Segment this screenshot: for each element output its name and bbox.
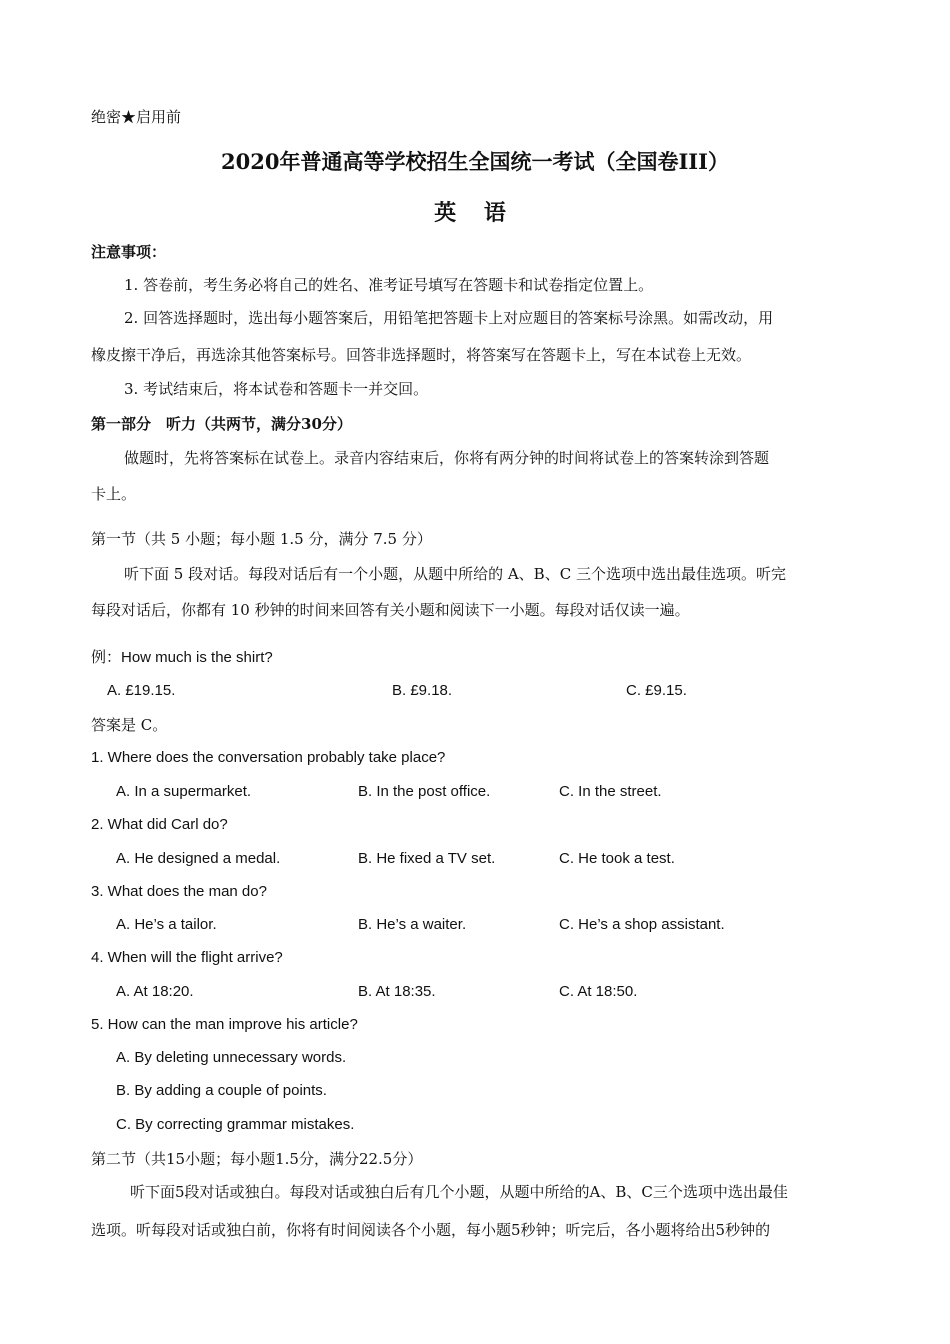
section2-instruction-line-2: 选项。听每段对话或独白前，你将有时间阅读各个小题，每小题5秒钟；听完后，各小题将给出5秒钟的 bbox=[91, 1221, 771, 1239]
section2-instruction-line-1: 听下面5段对话或独白。每段对话或独白后有几个小题，从题中所给的A、B、C三个选项中选出最佳 bbox=[130, 1183, 788, 1201]
question-1-option-b: B. In the post office. bbox=[358, 783, 491, 800]
question-2-text: 2. What did Carl do? bbox=[91, 816, 228, 833]
part1-instruction-line-2: 卡上。 bbox=[91, 485, 137, 503]
example-question: 例：How much is the shirt? bbox=[91, 649, 273, 666]
question-4-option-b: B. At 18:35. bbox=[358, 983, 436, 1000]
question-5-option-c: C. By correcting grammar mistakes. bbox=[116, 1116, 355, 1133]
question-3-text: 3. What does the man do? bbox=[91, 883, 267, 900]
question-1-text: 1. Where does the conversation probably take place? bbox=[91, 749, 446, 766]
question-4-text: 4. When will the flight arrive? bbox=[91, 949, 283, 966]
question-2-option-c: C. He took a test. bbox=[559, 850, 675, 867]
question-3-option-a: A. He’s a tailor. bbox=[116, 916, 217, 933]
question-2-option-a: A. He designed a medal. bbox=[116, 850, 281, 867]
section1-instruction-line-1: 听下面 5 段对话。每段对话后有一个小题，从题中所给的 A、B、C 三个选项中选出最佳选项。听完 bbox=[124, 565, 786, 583]
question-5-text: 5. How can the man improve his article? bbox=[91, 1016, 358, 1033]
section1-heading: 第一节（共 5 小题；每小题 1.5 分，满分 7.5 分） bbox=[91, 530, 432, 548]
confidential-label: 绝密★启用前 bbox=[91, 108, 182, 126]
notice-item-2-line-2: 橡皮擦干净后，再选涂其他答案标号。回答非选择题时，将答案写在答题卡上，写在本试卷上无效。 bbox=[91, 346, 752, 364]
question-1-option-a: A. In a supermarket. bbox=[116, 783, 252, 800]
example-option-c: C. £9.15. bbox=[626, 682, 687, 699]
subject-title: 英 语 bbox=[434, 200, 516, 226]
notice-item-2-line-1: 2. 回答选择题时，选出每小题答案后，用铅笔把答题卡上对应题目的答案标号涂黑。如需改动，用 bbox=[124, 309, 774, 327]
question-3-option-c: C. He’s a shop assistant. bbox=[559, 916, 725, 933]
question-2-option-b: B. He fixed a TV set. bbox=[358, 850, 496, 867]
notice-item-3: 3. 考试结束后，将本试卷和答题卡一并交回。 bbox=[124, 380, 429, 398]
example-option-a: A. £19.15. bbox=[107, 682, 176, 699]
question-4-option-c: C. At 18:50. bbox=[559, 983, 638, 1000]
question-5-option-a: A. By deleting unnecessary words. bbox=[116, 1049, 347, 1066]
example-answer: 答案是 C。 bbox=[91, 716, 168, 734]
exam-title: 2020年普通高等学校招生全国统一考试（全国卷III） bbox=[221, 149, 729, 174]
question-5-option-b: B. By adding a couple of points. bbox=[116, 1082, 327, 1099]
question-4-option-a: A. At 18:20. bbox=[116, 983, 194, 1000]
section2-heading: 第二节（共15小题；每小题1.5分，满分22.5分） bbox=[91, 1150, 423, 1168]
section1-instruction-line-2: 每段对话后，你都有 10 秒钟的时间来回答有关小题和阅读下一小题。每段对话仅读一遍。 bbox=[91, 601, 690, 619]
question-1-option-c: C. In the street. bbox=[559, 783, 662, 800]
notice-heading: 注意事项： bbox=[91, 243, 167, 261]
part1-instruction-line-1: 做题时，先将答案标在试卷上。录音内容结束后，你将有两分钟的时间将试卷上的答案转涂到答题 bbox=[124, 449, 770, 467]
example-option-b: B. £9.18. bbox=[392, 682, 453, 699]
notice-item-1: 1. 答卷前，考生务必将自己的姓名、准考证号填写在答题卡和试卷指定位置上。 bbox=[124, 276, 654, 294]
part1-heading: 第一部分 听力（共两节，满分30分） bbox=[91, 415, 352, 433]
question-3-option-b: B. He’s a waiter. bbox=[358, 916, 467, 933]
